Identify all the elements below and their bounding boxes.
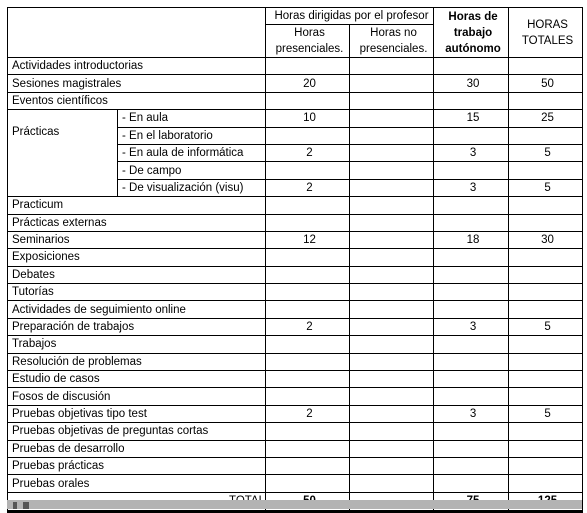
cell-presenciales: 12 (266, 231, 350, 248)
cell-no-presenciales (350, 475, 434, 492)
cell-presenciales (266, 371, 350, 388)
table-row (8, 475, 583, 492)
cell-no-presenciales (350, 353, 434, 370)
cell-totales (509, 249, 583, 266)
table-row (8, 197, 583, 214)
cell-autonomo (434, 388, 509, 405)
row-label: Prácticas externas (8, 214, 266, 231)
cell-autonomo (434, 92, 509, 109)
cell-no-presenciales (350, 214, 434, 231)
cell-autonomo (434, 301, 509, 318)
row-label: Debates (8, 266, 266, 283)
cell-totales (509, 423, 583, 440)
cell-totales: 50 (509, 75, 583, 92)
cell-autonomo (434, 214, 509, 231)
table-row (8, 214, 583, 231)
table-row (8, 231, 583, 248)
row-label: Pruebas orales (8, 475, 266, 492)
cell-presenciales (266, 197, 350, 214)
header-group-label: Horas dirigidas por el profesor (266, 8, 434, 25)
cell-autonomo: 3 (434, 405, 509, 422)
row-label: Pruebas prácticas (8, 457, 266, 474)
cell-presenciales (266, 214, 350, 231)
cell-presenciales (266, 92, 350, 109)
cell-autonomo (434, 197, 509, 214)
cell-presenciales: 2 (266, 179, 350, 196)
practicas-sub-label: - En aula de informática (118, 144, 266, 161)
row-label: Eventos científicos (8, 92, 266, 109)
hours-table (7, 7, 583, 513)
cell-no-presenciales (350, 423, 434, 440)
cell-totales (509, 457, 583, 474)
practicas-sub-label: - En el laboratorio (118, 127, 266, 144)
row-label: Estudio de casos (8, 371, 266, 388)
cell-presenciales (266, 127, 350, 144)
cell-totales: 5 (509, 318, 583, 335)
row-label: Pruebas de desarrollo (8, 440, 266, 457)
cell-presenciales: 2 (266, 318, 350, 335)
cell-no-presenciales (350, 75, 434, 92)
cell-totales (509, 371, 583, 388)
table-row (8, 284, 583, 301)
cell-totales (509, 388, 583, 405)
row-label: Pruebas objetivas de preguntas cortas (8, 423, 266, 440)
row-label: Practicum (8, 197, 266, 214)
cell-presenciales (266, 457, 350, 474)
cell-presenciales: 20 (266, 75, 350, 92)
cell-totales: 5 (509, 179, 583, 196)
cell-no-presenciales (350, 249, 434, 266)
row-label: Trabajos (8, 336, 266, 353)
table-row (8, 388, 583, 405)
table-row (8, 58, 583, 75)
cell-autonomo (434, 127, 509, 144)
row-label: Fosos de discusión (8, 388, 266, 405)
section-marker (13, 502, 17, 509)
row-label: Actividades de seguimiento online (8, 301, 266, 318)
table-row (8, 440, 583, 457)
row-label: Exposiciones (8, 249, 266, 266)
cell-autonomo: 15 (434, 110, 509, 127)
cell-no-presenciales (350, 284, 434, 301)
cell-autonomo (434, 284, 509, 301)
table-row (8, 92, 583, 109)
cell-totales (509, 301, 583, 318)
cell-no-presenciales (350, 197, 434, 214)
cell-autonomo (434, 336, 509, 353)
cell-totales (509, 475, 583, 492)
cell-presenciales (266, 336, 350, 353)
cell-totales (509, 284, 583, 301)
cell-no-presenciales (350, 179, 434, 196)
cell-totales: 25 (509, 110, 583, 127)
practicas-sub-label: - De campo (118, 162, 266, 179)
cell-presenciales (266, 423, 350, 440)
cell-autonomo (434, 249, 509, 266)
next-section-bar (7, 500, 582, 509)
cell-presenciales (266, 440, 350, 457)
cell-no-presenciales (350, 301, 434, 318)
row-label: Resolución de problemas (8, 353, 266, 370)
cell-totales (509, 58, 583, 75)
practicas-label: Prácticas (8, 110, 118, 197)
cell-totales (509, 197, 583, 214)
cell-autonomo (434, 353, 509, 370)
table-row (8, 457, 583, 474)
table-row (8, 336, 583, 353)
table-row (8, 423, 583, 440)
cell-autonomo: 30 (434, 75, 509, 92)
row-label: Actividades introductorias (8, 58, 266, 75)
cell-autonomo (434, 371, 509, 388)
row-label: Seminarios (8, 231, 266, 248)
cell-autonomo: 3 (434, 318, 509, 335)
cell-no-presenciales (350, 388, 434, 405)
cell-autonomo (434, 162, 509, 179)
practicas-sub-label: - De visualización (visu) (118, 179, 266, 196)
cell-autonomo (434, 423, 509, 440)
cell-autonomo (434, 457, 509, 474)
cell-no-presenciales (350, 440, 434, 457)
cell-presenciales: 10 (266, 110, 350, 127)
cell-totales (509, 127, 583, 144)
cell-no-presenciales (350, 127, 434, 144)
cell-no-presenciales (350, 371, 434, 388)
table-row (8, 318, 583, 335)
row-label: Pruebas objetivas tipo test (8, 405, 266, 422)
row-label: Sesiones magistrales (8, 75, 266, 92)
header-totales: HORAS TOTALES (509, 8, 583, 58)
cell-presenciales (266, 388, 350, 405)
cell-presenciales (266, 475, 350, 492)
cell-totales (509, 336, 583, 353)
cell-autonomo (434, 440, 509, 457)
cell-presenciales (266, 58, 350, 75)
table-row (8, 75, 583, 92)
section-marker (23, 502, 29, 509)
cell-presenciales (266, 266, 350, 283)
cell-no-presenciales (350, 231, 434, 248)
cell-no-presenciales (350, 162, 434, 179)
cell-autonomo: 3 (434, 144, 509, 161)
cell-totales (509, 214, 583, 231)
table-row (8, 266, 583, 283)
cell-presenciales (266, 353, 350, 370)
practicas-sub-label: - En aula (118, 110, 266, 127)
cell-presenciales (266, 249, 350, 266)
cell-presenciales (266, 162, 350, 179)
cell-presenciales: 2 (266, 405, 350, 422)
cell-autonomo: 18 (434, 231, 509, 248)
cell-no-presenciales (350, 318, 434, 335)
cell-no-presenciales (350, 58, 434, 75)
cell-no-presenciales (350, 92, 434, 109)
cell-totales (509, 92, 583, 109)
cell-presenciales (266, 284, 350, 301)
cell-no-presenciales (350, 405, 434, 422)
table-row (8, 371, 583, 388)
cell-autonomo (434, 266, 509, 283)
cell-presenciales: 2 (266, 144, 350, 161)
table-row (8, 405, 583, 422)
header-presenciales: Horas presenciales. (266, 25, 350, 58)
cell-totales: 30 (509, 231, 583, 248)
header-no-presenciales: Horas no presenciales. (350, 25, 434, 58)
table-row (8, 353, 583, 370)
cell-totales (509, 266, 583, 283)
cell-totales: 5 (509, 405, 583, 422)
cell-no-presenciales (350, 144, 434, 161)
cell-totales (509, 440, 583, 457)
header-autonomo: Horas de trabajo autónomo (434, 8, 509, 58)
cell-no-presenciales (350, 266, 434, 283)
cell-no-presenciales (350, 110, 434, 127)
cell-presenciales (266, 301, 350, 318)
cell-totales (509, 353, 583, 370)
cell-autonomo: 3 (434, 179, 509, 196)
cell-no-presenciales (350, 457, 434, 474)
table-row (8, 249, 583, 266)
table-row (8, 110, 583, 127)
table-row (8, 301, 583, 318)
cell-autonomo (434, 475, 509, 492)
row-label: Tutorías (8, 284, 266, 301)
corner-blank (8, 8, 266, 58)
cell-totales (509, 162, 583, 179)
cell-no-presenciales (350, 336, 434, 353)
cell-totales: 5 (509, 144, 583, 161)
row-label: Preparación de trabajos (8, 318, 266, 335)
cell-autonomo (434, 58, 509, 75)
